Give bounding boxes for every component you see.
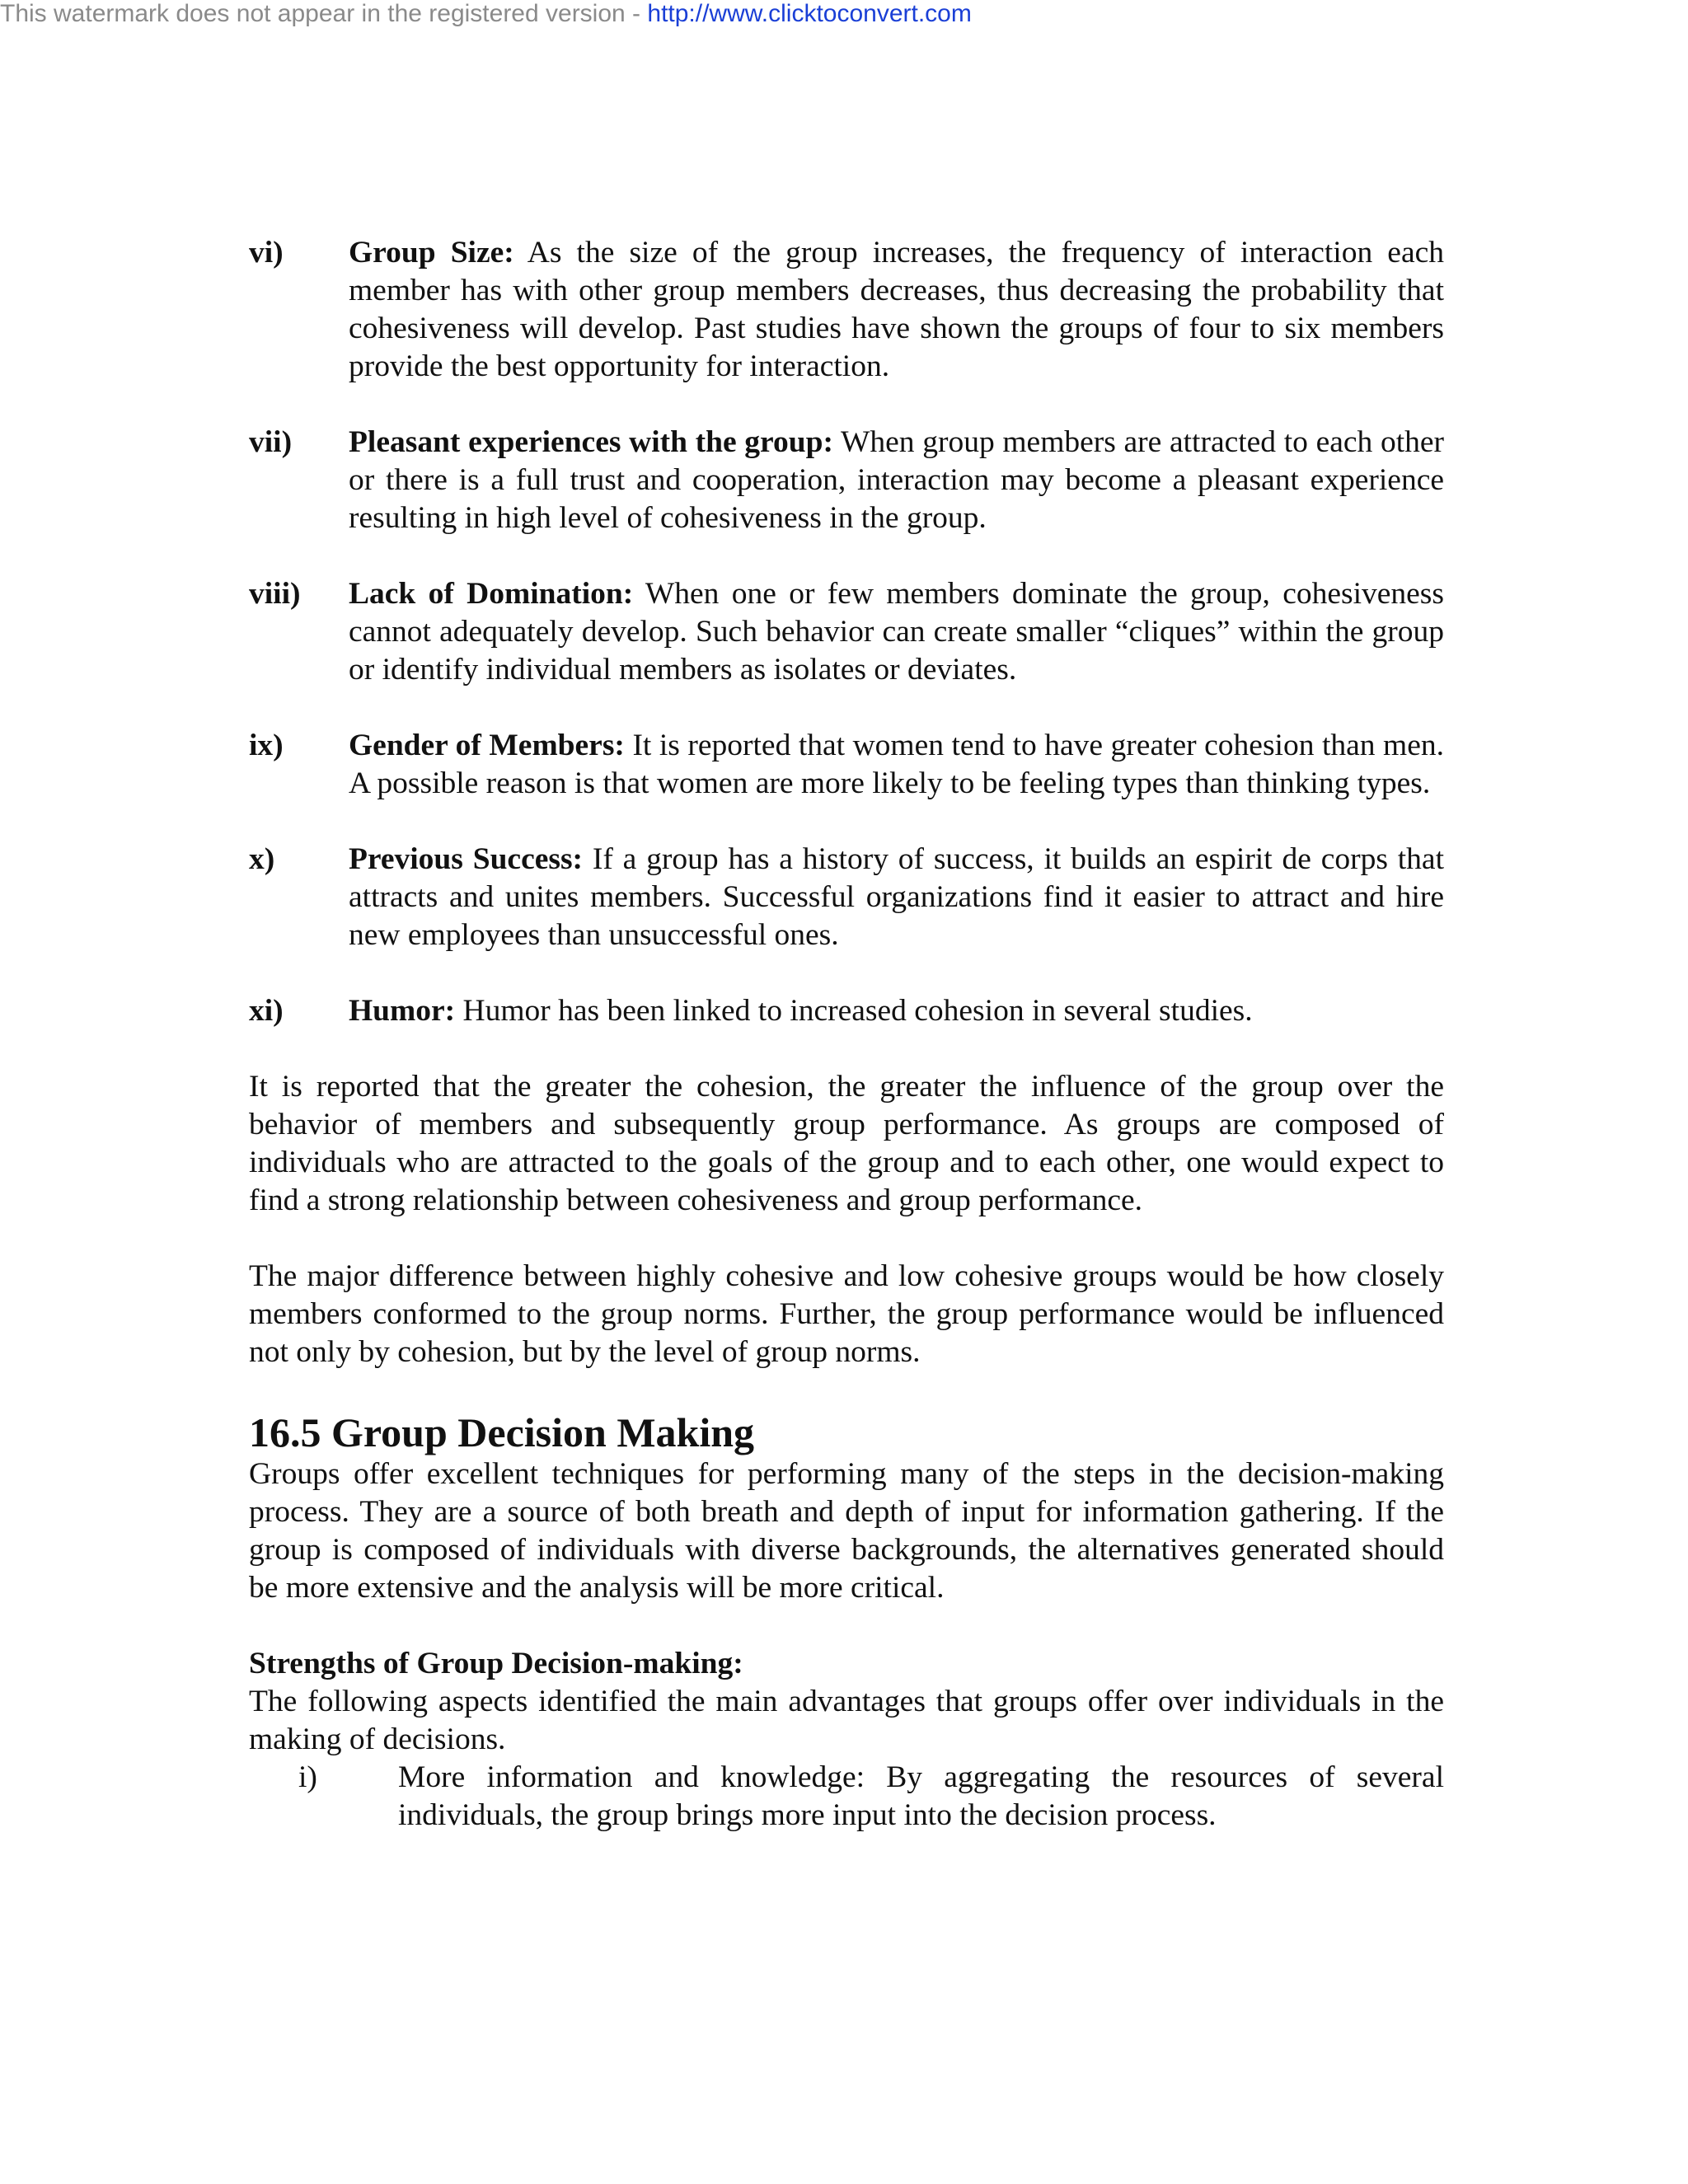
list-item-number: i) (298, 1760, 317, 1794)
list-item (249, 575, 1444, 689)
body-paragraph: The major difference between highly cohesive and low cohesive groups would be how closely members conformed to the group norms. Further, the group performance would be influenced not only by cohesion, but by the level of group norms. (249, 1259, 1444, 1369)
list-item-term: Gender of Members: (349, 729, 625, 762)
list-item-term: Lack of Domination: (349, 577, 634, 611)
list-item-number: vii) (249, 425, 293, 459)
body-paragraph: It is reported that the greater the cohesion, the greater the influence of the group over the behavior of members and subsequently group performance. As groups are composed of individuals who are attracted to the goals of the group and to each other, one would expect to find a strong relationship between cohesiveness and group performance. (249, 1070, 1444, 1217)
list-item-body (349, 234, 1444, 386)
list-item-body (349, 575, 1444, 689)
list-item-text: More information and knowledge: By aggregating the resources of several individuals, the group brings more input into the decision process. (398, 1760, 1444, 1832)
list-item-body (349, 992, 1444, 1030)
list-item (249, 234, 1444, 386)
list-item (249, 841, 1444, 954)
list-item-text: If a group has a history of success, it builds an espirit de corps that attracts and unites members. Successful organizations find it easier to attract and hire new employees than unsuccessful ones. (349, 842, 1444, 952)
list-item-number: xi) (249, 994, 284, 1028)
list-item-text: When group members are attracted to each other or there is a full trust and cooperation, interaction may become a pleasant experience resulting in high level of cohesiveness in the group. (349, 425, 1444, 535)
list-item-text: When one or few members dominate the group, cohesiveness cannot adequately develop. Such behavior can create smaller “cliques” within the group or identify individual members as isolates or deviates. (349, 577, 1444, 687)
list-item-text: Humor has been linked to increased cohesion in several studies. (455, 994, 1253, 1028)
list-item-term: Pleasant experiences with the group: (349, 425, 833, 459)
list-item-term: Humor: (349, 994, 456, 1028)
list-item-body (349, 424, 1444, 537)
watermark-text: This watermark does not appear in the registered version - (0, 0, 648, 27)
list-item (249, 1759, 1444, 1835)
list-item-number: vi) (249, 236, 284, 269)
list-item-number: ix) (249, 729, 284, 762)
list-item-body (349, 727, 1444, 803)
subsection-intro: The following aspects identified the main advantages that groups offer over individuals in the making of decisions. (249, 1685, 1444, 1756)
watermark-notice (0, 0, 972, 28)
list-item-text: As the size of the group increases, the frequency of interaction each member has with other group members decreases, thus decreasing the probability that cohesiveness will develop. Past studies have shown the groups of four to six members provide the best opportunity for interaction. (349, 236, 1444, 383)
watermark-link[interactable]: http://www.clicktoconvert.com (647, 0, 972, 27)
list-item-number: viii) (249, 577, 301, 611)
list-item (249, 727, 1444, 803)
page-content (249, 234, 1444, 1835)
list-item-text: It is reported that women tend to have greater cohesion than men. A possible reason is that women are more likely to be feeling types than thinking types. (349, 729, 1444, 800)
list-item-term: Previous Success: (349, 842, 584, 876)
list-item (249, 424, 1444, 537)
list-item-term: Group Size: (349, 236, 514, 269)
section-heading: 16.5 Group Decision Making (249, 1409, 755, 1455)
list-item (249, 992, 1444, 1030)
list-item-number: x) (249, 842, 275, 876)
section-intro: Groups offer excellent techniques for performing many of the steps in the decision-making process. They are a source of both breath and depth of input for information gathering. If the group is composed of individuals with diverse backgrounds, the alternatives generated should be more extensive and the analysis will be more critical. (249, 1457, 1444, 1605)
list-item-body (349, 841, 1444, 954)
subsection-heading: Strengths of Group Decision-making: (249, 1647, 743, 1680)
